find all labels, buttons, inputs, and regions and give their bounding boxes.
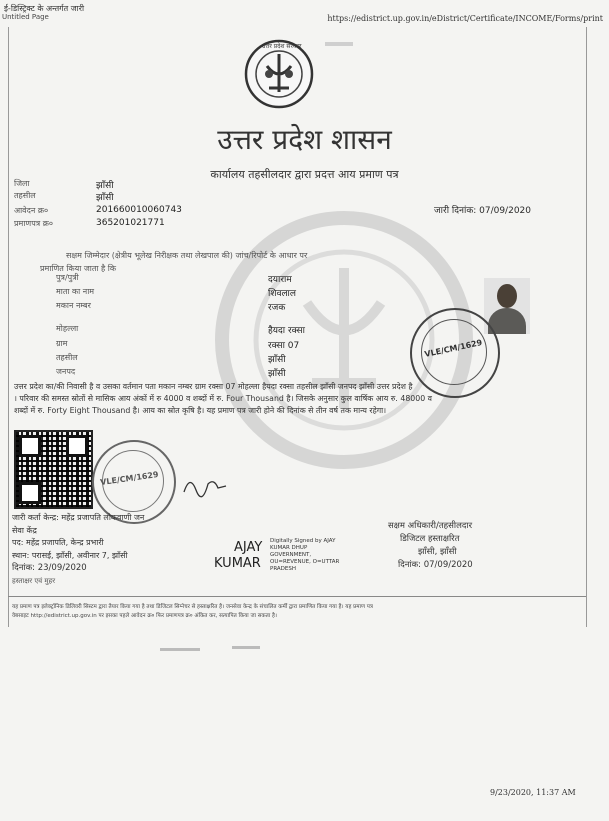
authority-line-2: डिजिटल हस्ताक्षरित [400,534,460,544]
authority-block [388,520,473,572]
issuer-line-6: हस्ताक्षर एवं मुहर [12,576,56,585]
body-line-1: उत्तर प्रदेश का/की निवासी है व उसका वर्तमान पता मकान नम्बर ग्राम रक्सा 07 मोहल्ला हैयदा रक्सा तहसील झाँसी जनपद झाँसी उत्तर प्रदेश है [14,382,413,391]
print-timestamp: 9/23/2020, 11:37 AM [490,788,576,797]
body-line-2: । परिवार की समस्त स्रोतों से मासिक आय अंकों में रु 4000 व शब्दों में रु. Four Thousand है। जिसके अनुसार कुल वार्षिक आय रु. 48000 व [14,394,432,403]
body-line-3: शब्दों में रु. Forty Eight Thousand है। आय का स्रोत कृषि है। यह प्रमाण पत्र जारी होने की दिनांक से तीन वर्ष तक मान्य रहेगा। [14,406,387,415]
digital-sign-name-2: KUMAR [214,556,261,571]
issuer-line-4: स्थान: परासई, झाँसी, अवीनार 7, झाँसी [12,550,128,560]
authority-line-4: दिनांक: 07/09/2020 [398,560,473,570]
issuer-line-1: जारी कर्ता केन्द्र: महेंद्र प्रजापति लोकवाणी जन [12,513,145,522]
emblem-ribbon: उत्तर प्रदेश सरकार [262,43,302,50]
footer-line-1: यह प्रमाण पत्र इलेक्ट्रॉनिक डिलिवरी सिस्टम द्वारा तैयार किया गया है तथा डिजिटल सिग्नेचर से हस्ताक्षरित है। जनसेवा केन्द्र के संचालित कर्मी द्वारा प्रमाणित किया गया है। यह प्रमाण पत्र [12,604,373,610]
scan-smudge [160,648,200,651]
intro-line-2: प्रमाणित किया जाता है कि [40,264,117,273]
handwritten-signature [180,470,230,500]
footer-note [12,603,584,621]
header-left-text: ई-डिस्ट्रिक्ट के अन्तर्गत जारी [4,4,85,13]
tab-title: Untitled Page [2,13,49,21]
authority-line-1: सक्षम अधिकारी/तहसीलदार [388,521,473,531]
qr-code [14,430,93,509]
official-seal: VLE/CM/1629 [410,308,500,398]
issuer-line-3: पद: महेंद्र प्रजापति, केन्द्र प्रभारी [12,538,104,547]
issuer-line-2: सेवा केंद्र [12,525,37,535]
certificate-body [14,381,564,417]
scan-smudge-2 [232,646,260,649]
intro-line-1: सक्षम जिम्मेदार (क्षेत्रीय भूलेख निरीक्षक तथा लेखपाल की) जांच/रिपोर्ट के आधार पर [66,251,308,260]
page-url: https://edistrict.up.gov.in/eDistrict/Certificate/INCOME/Forms/print [327,14,603,23]
digital-sign-name-1: AJAY [234,540,263,555]
page-title: उत्तर प्रदेश शासन [217,123,392,156]
subtitle: कार्यालय तहसीलदार द्वारा प्रदत्त आय प्रमाण पत्र [210,168,399,181]
issuer-block [12,512,144,587]
issue-date: जारी दिनांक: 07/09/2020 [434,206,531,216]
issuer-line-5: दिनांक: 23/09/2020 [12,563,87,573]
digital-sign-details: Digitally Signed by AJAY KUMAR DHUP GOVERNMENT, OU=REVENUE, O=UTTAR PRADESH [270,538,340,572]
center-seal: VLE/CM/1629 [92,440,176,524]
authority-line-3: झाँसी, झाँसी [418,547,457,557]
footer-divider [8,596,586,597]
footer-line-2: वेबसाइट http://edistrict.up.gov.in पर इसका पहले आवेदन क्र० फिर प्रमाणपत्र क्र० अंकित कर, सत्यापित किया जा सकता है। [12,613,277,619]
faint-mark [325,42,353,46]
